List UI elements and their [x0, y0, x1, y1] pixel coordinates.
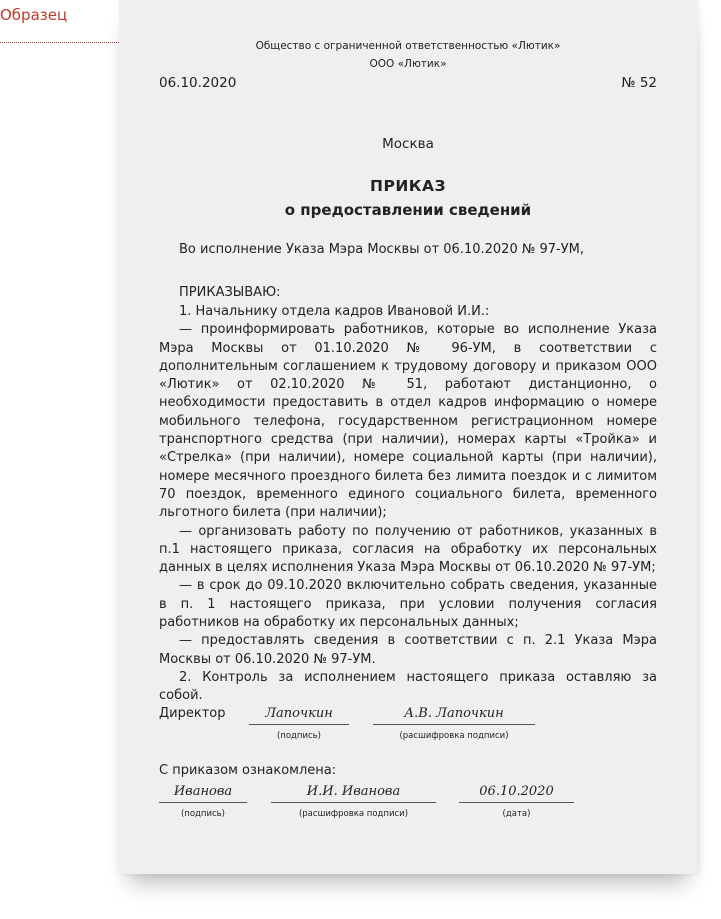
doc-number: № 52	[621, 75, 657, 91]
acquainted-name: И.И. Иванова	[306, 784, 401, 799]
acquainted-date-caption: (дата)	[502, 809, 531, 819]
order-subitem-inform: — проинформировать работников, которые во исполнение Указа Мэра Москвы от 01.10.2020 № 96-УМ, в соответствии с дополнительным соглашением к трудовому договору и приказом ООО «Лютик» от 02.10.2020 № 51, работают дистанционно, о необходимости предоставить в отдел кадров информацию о номере мобильного телефона, государственном регистрационном номере транспортного средства (при наличии), номерах карты «Тройка» и «Стрелка» (при наличии), номере социальной карты (при наличии), номере месячного проездного билета без лимита поездок и с лимитом 70 поездок, временного единого социального билета, временного льготного билета (при наличии);	[159, 322, 657, 521]
org-short-name: ООО «Лютик»	[369, 58, 447, 70]
acquainted-date-line	[459, 802, 574, 803]
doc-date: 06.10.2020	[159, 75, 237, 91]
acquainted-signature-caption: (подпись)	[180, 809, 226, 819]
director-signature-line	[249, 724, 349, 725]
acquainted-signature: Иванова	[173, 784, 233, 799]
acquainted-name-caption: (расшифровка подписи)	[298, 809, 409, 819]
doc-city: Москва	[382, 136, 434, 152]
order-subitem-consent: — организовать работу по получению от работников, указанных в п.1 настоящего приказа, согласия на обработку их персональных данных в целях исполнения Указа Мэра Москвы от 06.10.2020 № 97-УМ;	[159, 523, 657, 576]
order-item-2: 2. Контроль за исполнением настоящего приказа оставляю за собой.	[159, 669, 657, 704]
order-body	[159, 303, 657, 706]
director-name-caption: (расшифровка подписи)	[399, 731, 509, 741]
director-signature: Лапочкин	[265, 706, 333, 721]
order-subitem-provide: — предоставлять сведения в соответствии с п. 2.1 Указа Мэра Москвы от 06.10.2020 № 97-УМ.	[159, 633, 657, 667]
acquainted-date: 06.10.2020	[479, 784, 554, 799]
acquainted-name-line	[271, 802, 436, 803]
org-full-name: Общество с ограниченной ответственностью «Лютик»	[255, 40, 561, 52]
sample-label: Образец	[0, 6, 68, 24]
order-item-1: 1. Начальнику отдела кадров Ивановой И.И.:	[179, 304, 490, 319]
doc-subtitle: о предоставлении сведений	[284, 201, 532, 219]
intro-paragraph: Во исполнение Указа Мэра Москвы от 06.10.2020 № 97-УМ,	[179, 242, 584, 257]
order-word: ПРИКАЗЫВАЮ:	[179, 285, 281, 300]
acquainted-signature-line	[159, 802, 247, 803]
order-subitem-collect: — в срок до 09.10.2020 включительно собрать сведения, указанные в п. 1 настоящего приказа, при условии получения согласия работников на обработку их персональных данных;	[159, 578, 657, 631]
director-name: А.В. Лапочкин	[404, 706, 504, 721]
sample-divider	[0, 42, 119, 43]
director-signature-caption: (подпись)	[276, 731, 322, 741]
document-sheet	[119, 0, 697, 874]
director-name-line	[373, 724, 535, 725]
director-label: Директор	[159, 706, 226, 721]
doc-title: ПРИКАЗ	[370, 177, 446, 195]
acquainted-label: С приказом ознакомлена:	[159, 763, 337, 778]
